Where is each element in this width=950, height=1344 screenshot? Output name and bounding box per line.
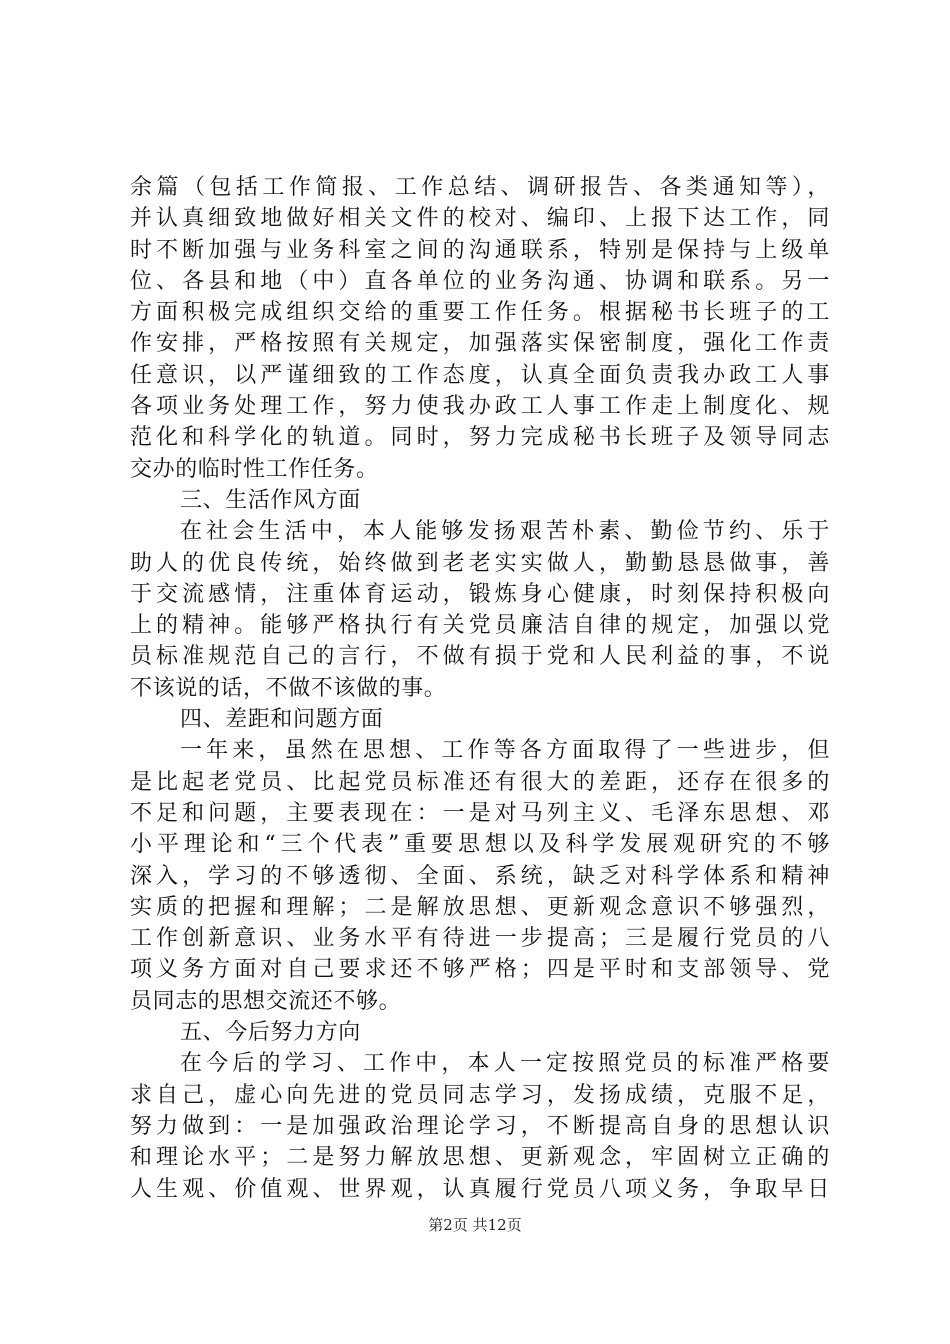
text-line: 于交流感情，注重体育运动，锻炼身心健康，时刻保持积极向 (130, 581, 830, 607)
text-line: 努力做到：一是加强政治理论学习，不断提高自身的思想认识 (130, 1113, 830, 1139)
text-line: 上的精神。能够严格执行有关党员廉洁自律的规定，加强以党 (130, 613, 830, 639)
text-line: 求自己，虚心向先进的党员同志学习，发扬成绩，克服不足， (130, 1082, 830, 1108)
text-line: 一年来，虽然在思想、工作等各方面取得了一些进步，但 (180, 738, 830, 764)
text-line: 工作创新意识、业务水平有待进一步提高；三是履行党员的八 (130, 926, 830, 952)
section-heading: 三、生活作风方面 (180, 487, 361, 513)
text-line: 各项业务处理工作，努力使我办政工人事工作走上制度化、规 (130, 394, 830, 420)
text-line: 余篇（包括工作简报、工作总结、调研报告、各类通知等）， (130, 175, 830, 200)
text-line: 作安排，严格按照有关规定，加强落实保密制度，强化工作责 (130, 331, 830, 357)
text-line: 助人的优良传统，始终做到老老实实做人，勤勤恳恳做事，善 (130, 550, 830, 576)
text-line: 不该说的话，不做不该做的事。 (130, 675, 447, 701)
text-line: 在今后的学习、工作中，本人一定按照党员的标准严格要 (180, 1051, 830, 1077)
text-line: 人生观、价值观、世界观，认真履行党员八项义务，争取早日 (130, 1176, 830, 1202)
text-line: 和理论水平；二是努力解放思想、更新观念，牢固树立正确的 (130, 1145, 830, 1171)
text-line: 交办的临时性工作任务。 (130, 456, 379, 482)
text-line: 深入，学习的不够透彻、全面、系统，缺乏对科学体系和精神 (130, 863, 830, 889)
page-footer (0, 1214, 950, 1235)
text-line: 不足和问题，主要表现在：一是对马列主义、毛泽东思想、邓 (130, 800, 830, 826)
page-number-label: 第2页 共12页 (428, 1216, 522, 1234)
text-line: 是比起老党员、比起党员标准还有很大的差距，还存在很多的 (130, 769, 830, 795)
text-line: 在社会生活中，本人能够发扬艰苦朴素、勤俭节约、乐于 (180, 519, 830, 545)
section-heading: 五、今后努力方向 (180, 1020, 361, 1046)
text-line: 并认真细致地做好相关文件的校对、编印、上报下达工作，同 (130, 206, 830, 232)
document-body (130, 172, 830, 1205)
text-line: 项义务方面对自己要求还不够严格；四是平时和支部领导、党 (130, 957, 830, 983)
text-line: 员标准规范自己的言行，不做有损于党和人民利益的事，不说 (130, 644, 830, 670)
text-line: 实质的把握和理解；二是解放思想、更新观念意识不够强烈， (130, 894, 830, 920)
text-line: 员同志的思想交流还不够。 (130, 988, 402, 1014)
section-heading: 四、差距和问题方面 (180, 707, 384, 733)
text-line: 位、各县和地（中）直各单位的业务沟通、协调和联系。另一 (130, 268, 830, 294)
text-line: 方面积极完成组织交给的重要工作任务。根据秘书长班子的工 (130, 300, 830, 326)
text-line: 范化和科学化的轨道。同时，努力完成秘书长班子及领导同志 (130, 425, 830, 451)
text-line: 任意识，以严谨细致的工作态度，认真全面负责我办政工人事 (130, 362, 830, 388)
text-line: 时不断加强与业务科室之间的沟通联系，特别是保持与上级单 (130, 237, 830, 263)
text-line: 小平理论和“三个代表”重要思想以及科学发展观研究的不够 (130, 832, 830, 858)
